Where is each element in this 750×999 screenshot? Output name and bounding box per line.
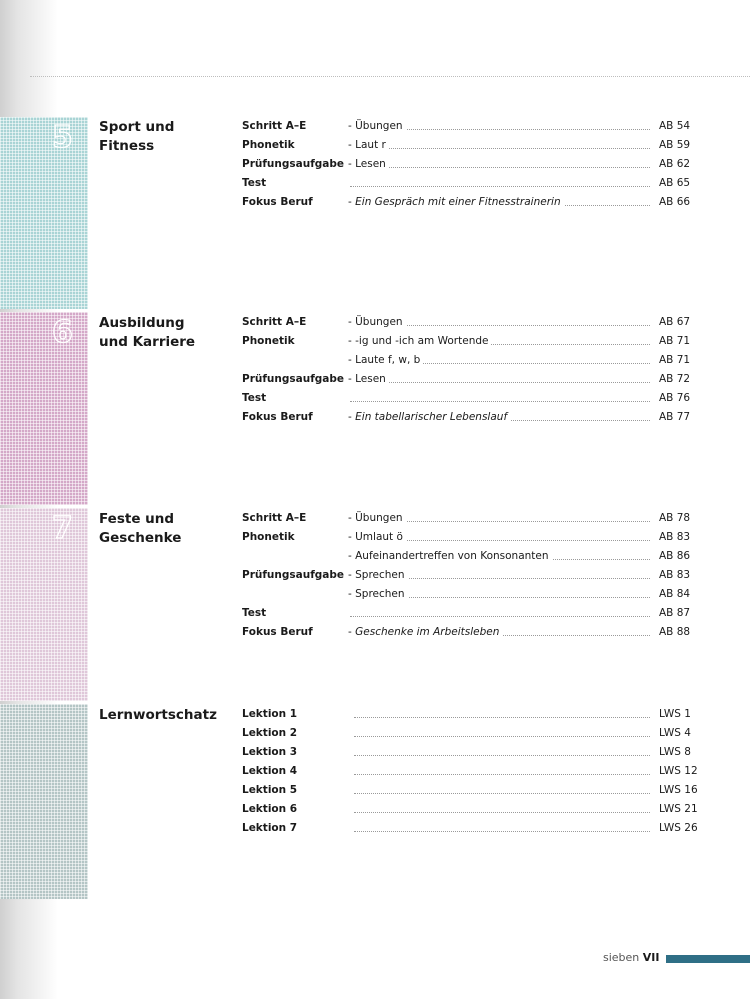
toc-row-page-ref[interactable]: AB 71 [656, 351, 690, 370]
toc-row-dot-leader [354, 831, 650, 832]
toc-row-category: Fokus Beruf [242, 626, 313, 638]
toc-row-page-ref[interactable]: LWS 1 [656, 705, 691, 724]
toc-row-page-ref[interactable]: AB 77 [656, 408, 690, 427]
toc-row-description [348, 623, 502, 642]
footer-page-roman: VII [642, 951, 660, 964]
toc-row-category: Test [242, 607, 267, 619]
toc-row-description: - Übungen [348, 313, 406, 332]
toc-row[interactable] [242, 585, 694, 604]
toc-row-description: - Laute f, w, b [348, 351, 423, 370]
page-footer [603, 951, 659, 965]
toc-row[interactable] [242, 117, 694, 136]
toc-row-description: - Laut r [348, 136, 389, 155]
toc-row[interactable] [242, 819, 698, 838]
section-5-title[interactable] [99, 118, 234, 156]
toc-row-page-ref[interactable]: AB 86 [656, 547, 690, 566]
toc-row-dash: - [348, 196, 356, 208]
toc-row-category: Test [242, 177, 267, 189]
toc-row-dot-leader [350, 167, 650, 168]
toc-row-description: - Übungen [348, 117, 406, 136]
section-6-title[interactable] [99, 314, 234, 352]
toc-row-page-ref[interactable]: AB 65 [656, 174, 690, 193]
toc-row-description-italic: Ein Gespräch mit einer Fitnesstrainerin [355, 196, 561, 208]
toc-row[interactable] [242, 604, 694, 623]
toc-row-dot-leader [354, 755, 650, 756]
toc-row-description-italic: Geschenke im Arbeitsleben [355, 626, 500, 638]
section-5-color-bar [0, 117, 88, 309]
toc-row-description-italic: Ein tabellarischer Lebenslauf [355, 411, 508, 423]
toc-row-page-ref[interactable]: AB 83 [656, 566, 690, 585]
section-5-number: 5 [52, 120, 73, 155]
lernwortschatz-color-bar [0, 704, 88, 899]
toc-row-category: Lektion 5 [242, 784, 298, 796]
toc-row[interactable] [242, 705, 694, 724]
toc-row-category: Schritt A–E [242, 316, 307, 328]
toc-row-category: Lektion 7 [242, 822, 298, 834]
toc-row-dot-leader [350, 616, 650, 617]
toc-row-category: Lektion 6 [242, 803, 298, 815]
toc-row-page-ref[interactable]: AB 59 [656, 136, 690, 155]
toc-row-page-ref[interactable]: AB 71 [656, 332, 690, 351]
section-7-number: 7 [52, 511, 73, 546]
toc-row-description: - Übungen [348, 509, 406, 528]
toc-row[interactable] [242, 351, 694, 370]
toc-row[interactable] [242, 743, 694, 762]
section-7-title[interactable] [99, 510, 234, 548]
toc-row-page-ref[interactable]: LWS 26 [656, 819, 698, 838]
toc-row-dot-leader [350, 382, 650, 383]
toc-row[interactable] [242, 724, 694, 743]
toc-row-page-ref[interactable]: LWS 16 [656, 781, 698, 800]
toc-row-description: - Lesen [348, 155, 389, 174]
toc-row[interactable] [242, 781, 698, 800]
toc-row-description: - Sprechen [348, 566, 408, 585]
toc-row-page-ref[interactable]: LWS 4 [656, 724, 691, 743]
toc-row-category: Lektion 2 [242, 727, 298, 739]
toc-row-category: Lektion 1 [242, 708, 298, 720]
toc-row[interactable] [242, 174, 694, 193]
section-7-title-line-2: Geschenke [99, 530, 182, 546]
toc-row-dot-leader [354, 774, 650, 775]
top-divider [30, 76, 750, 77]
toc-row-page-ref[interactable]: AB 88 [656, 623, 690, 642]
toc-row[interactable] [242, 313, 694, 332]
toc-row-dash: - [348, 626, 356, 638]
toc-row[interactable] [242, 155, 694, 174]
toc-row-category: Phonetik [242, 335, 295, 347]
toc-row-description: - Sprechen [348, 585, 408, 604]
toc-row-dot-leader [354, 793, 650, 794]
section-6-title-line-2: und Karriere [99, 334, 196, 350]
toc-row[interactable] [242, 370, 694, 389]
footer-accent-bar [666, 955, 750, 963]
toc-row-page-ref[interactable]: LWS 21 [656, 800, 698, 819]
section-7-color-bar [0, 508, 88, 701]
toc-row-page-ref[interactable]: LWS 12 [656, 762, 698, 781]
toc-row-page-ref[interactable]: AB 84 [656, 585, 690, 604]
section-5-title-line-1: Sport und Fitness [99, 119, 175, 154]
toc-row-category: Schritt A–E [242, 512, 307, 524]
toc-row-description: - Umlaut ö [348, 528, 406, 547]
section-6-title-line-1: Ausbildung [99, 315, 185, 331]
toc-row-category: Lektion 3 [242, 746, 298, 758]
toc-row[interactable] [242, 332, 694, 351]
toc-row-dot-leader [354, 717, 650, 718]
toc-row-dot-leader [350, 148, 650, 149]
lernwortschatz-title-line-1: Lernwortschatz [99, 707, 217, 723]
toc-row-dash: - [348, 411, 356, 423]
toc-row-category: Prüfungsaufgabe [242, 158, 345, 170]
toc-row-category: Test [242, 392, 267, 404]
toc-row-page-ref[interactable]: AB 72 [656, 370, 690, 389]
toc-row-page-ref[interactable]: AB 76 [656, 389, 690, 408]
toc-row-page-ref[interactable]: AB 78 [656, 509, 690, 528]
toc-row-category: Prüfungsaufgabe [242, 373, 345, 385]
toc-row-category: Fokus Beruf [242, 411, 313, 423]
toc-row-page-ref[interactable]: AB 87 [656, 604, 690, 623]
toc-row[interactable] [242, 566, 694, 585]
toc-row[interactable] [242, 547, 694, 566]
toc-row-category: Lektion 4 [242, 765, 298, 777]
toc-row-dot-leader [350, 401, 650, 402]
toc-row-category: Phonetik [242, 531, 295, 543]
section-7-title-line-1: Feste und [99, 511, 175, 527]
toc-row[interactable] [242, 509, 694, 528]
toc-row-page-ref[interactable]: AB 66 [656, 193, 690, 212]
toc-row-page-ref[interactable]: LWS 8 [656, 743, 691, 762]
section-6-color-bar [0, 312, 88, 505]
lernwortschatz-title[interactable] [99, 706, 234, 725]
toc-row-category: Schritt A–E [242, 120, 307, 132]
toc-row-description: - -ig und -ich am Wortende [348, 332, 491, 351]
toc-row-description [348, 408, 510, 427]
toc-row[interactable] [242, 528, 694, 547]
toc-row[interactable] [242, 623, 694, 642]
toc-row[interactable] [242, 136, 694, 155]
toc-row-category: Fokus Beruf [242, 196, 313, 208]
toc-row-page-ref[interactable]: AB 67 [656, 313, 690, 332]
toc-row-page-ref[interactable]: AB 83 [656, 528, 690, 547]
toc-row-description: - Aufeinandertreffen von Konsonanten [348, 547, 552, 566]
toc-row-dot-leader [354, 736, 650, 737]
toc-row-description [348, 193, 564, 212]
toc-row-dot-leader [350, 186, 650, 187]
toc-row-category: Phonetik [242, 139, 295, 151]
toc-row[interactable] [242, 800, 698, 819]
toc-row[interactable] [242, 389, 694, 408]
toc-row[interactable] [242, 193, 694, 212]
toc-row[interactable] [242, 762, 698, 781]
section-6-number: 6 [52, 315, 73, 350]
toc-row-description: - Lesen [348, 370, 389, 389]
toc-row-page-ref[interactable]: AB 54 [656, 117, 690, 136]
toc-row[interactable] [242, 408, 694, 427]
toc-row-category: Prüfungsaufgabe [242, 569, 345, 581]
footer-page-word: sieben [603, 951, 640, 964]
toc-row-dot-leader [354, 812, 650, 813]
toc-row-page-ref[interactable]: AB 62 [656, 155, 690, 174]
